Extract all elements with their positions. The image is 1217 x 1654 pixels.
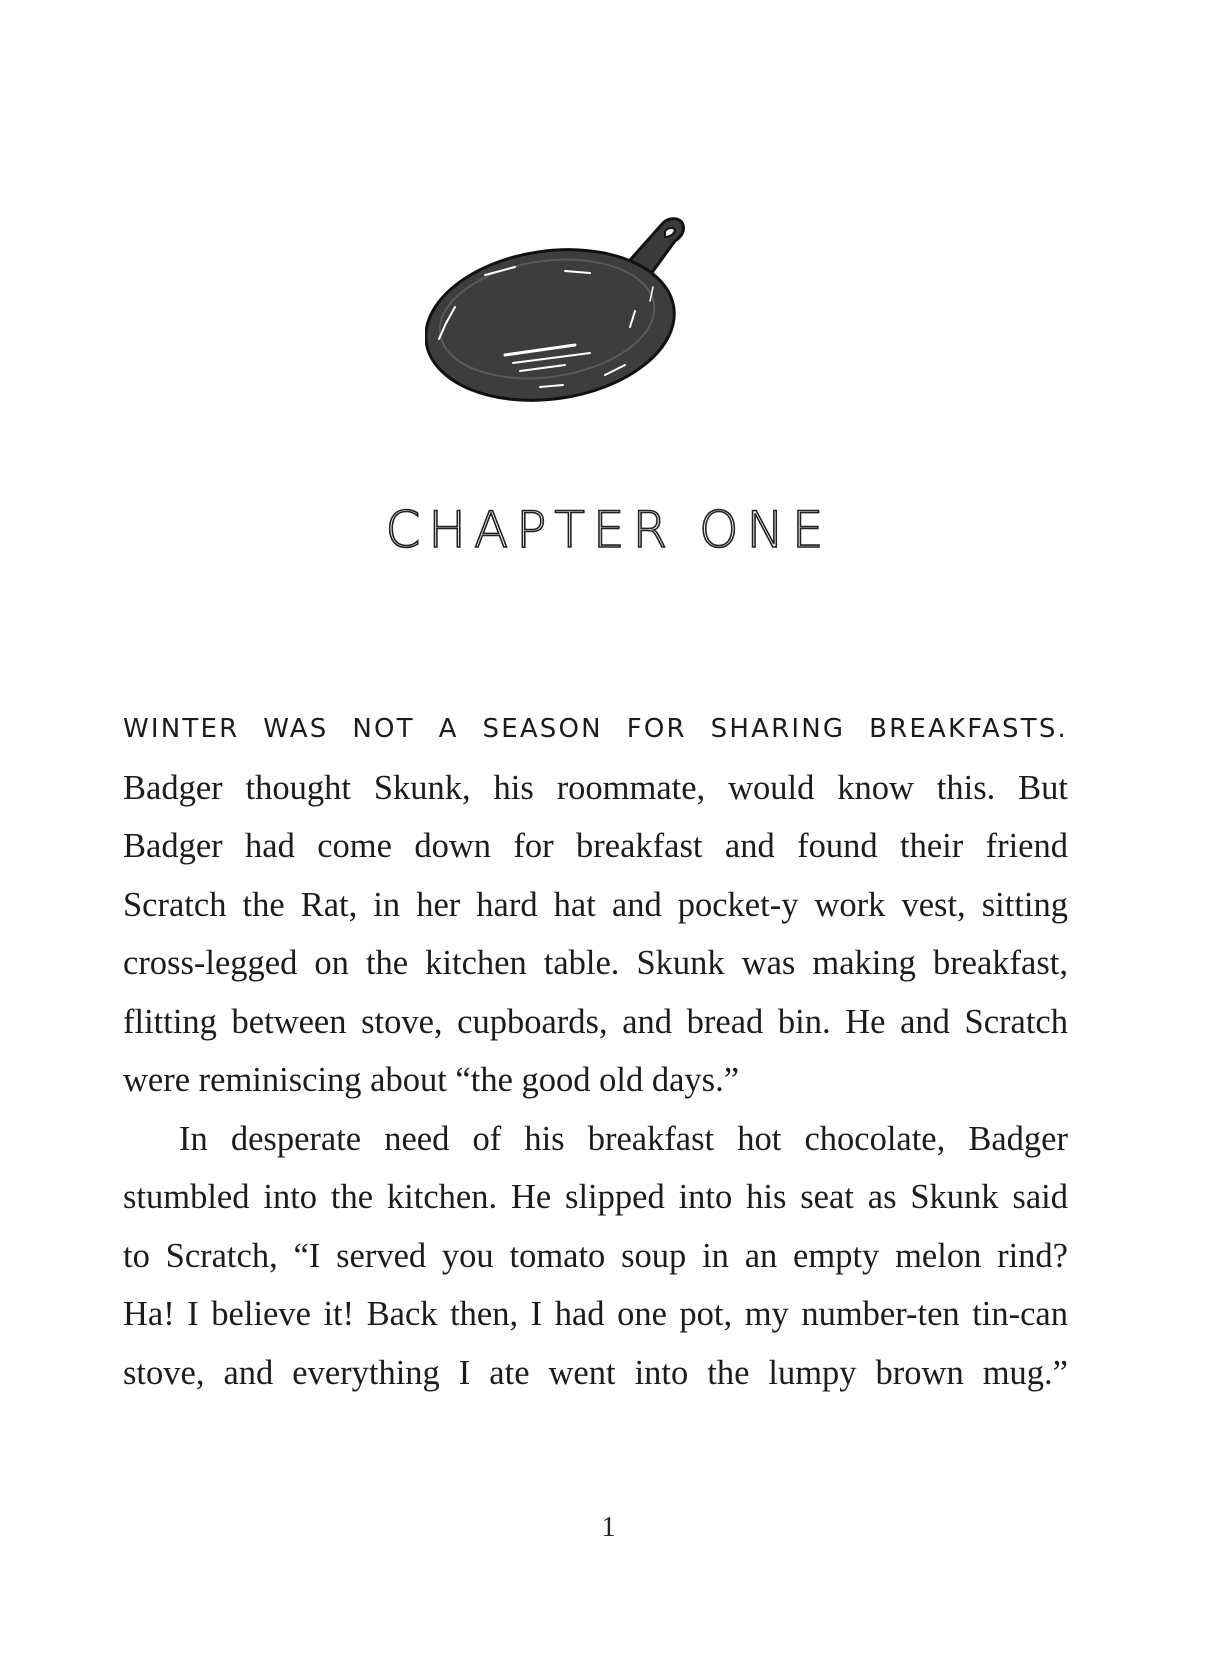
text-line: stove, and everything I ate went into the lumpy brown mug.” bbox=[123, 1353, 1068, 1392]
text-line: stumbled into the kitchen. He slipped into his seat as Skunk said bbox=[123, 1178, 1068, 1216]
page-number: 1 bbox=[601, 1512, 616, 1543]
opening-line: WINTER WAS NOT A SEASON FOR SHARING BREAKFASTS. bbox=[123, 714, 1068, 744]
cast-iron-skillet-icon bbox=[425, 215, 725, 435]
text-line: to Scratch, “I served you tomato soup in an empty melon rind? bbox=[123, 1236, 1068, 1275]
paragraph bbox=[123, 700, 1068, 1110]
chapter-title: CHAPTER ONE bbox=[385, 501, 832, 559]
text-line: Badger had come down for breakfast and found their friend bbox=[123, 827, 1068, 865]
paragraph bbox=[123, 1110, 1068, 1403]
text-line: cross-legged on the kitchen table. Skunk was making breakfast, bbox=[123, 944, 1068, 982]
text-line: Ha! I believe it! Back then, I had one pot, my number-ten tin-can bbox=[123, 1295, 1068, 1333]
text-line: were reminiscing about “the good old days.” bbox=[123, 1061, 740, 1099]
text-line: In desperate need of his breakfast hot chocolate, Badger bbox=[179, 1119, 1068, 1158]
text-line: Scratch the Rat, in her hard hat and pocket-y work vest, sitting bbox=[123, 885, 1068, 924]
chapter-body bbox=[123, 700, 1068, 1402]
text-line: flitting between stove, cupboards, and bread bin. He and Scratch bbox=[123, 1002, 1068, 1041]
text-line: Badger thought Skunk, his roommate, would know this. But bbox=[123, 768, 1068, 807]
